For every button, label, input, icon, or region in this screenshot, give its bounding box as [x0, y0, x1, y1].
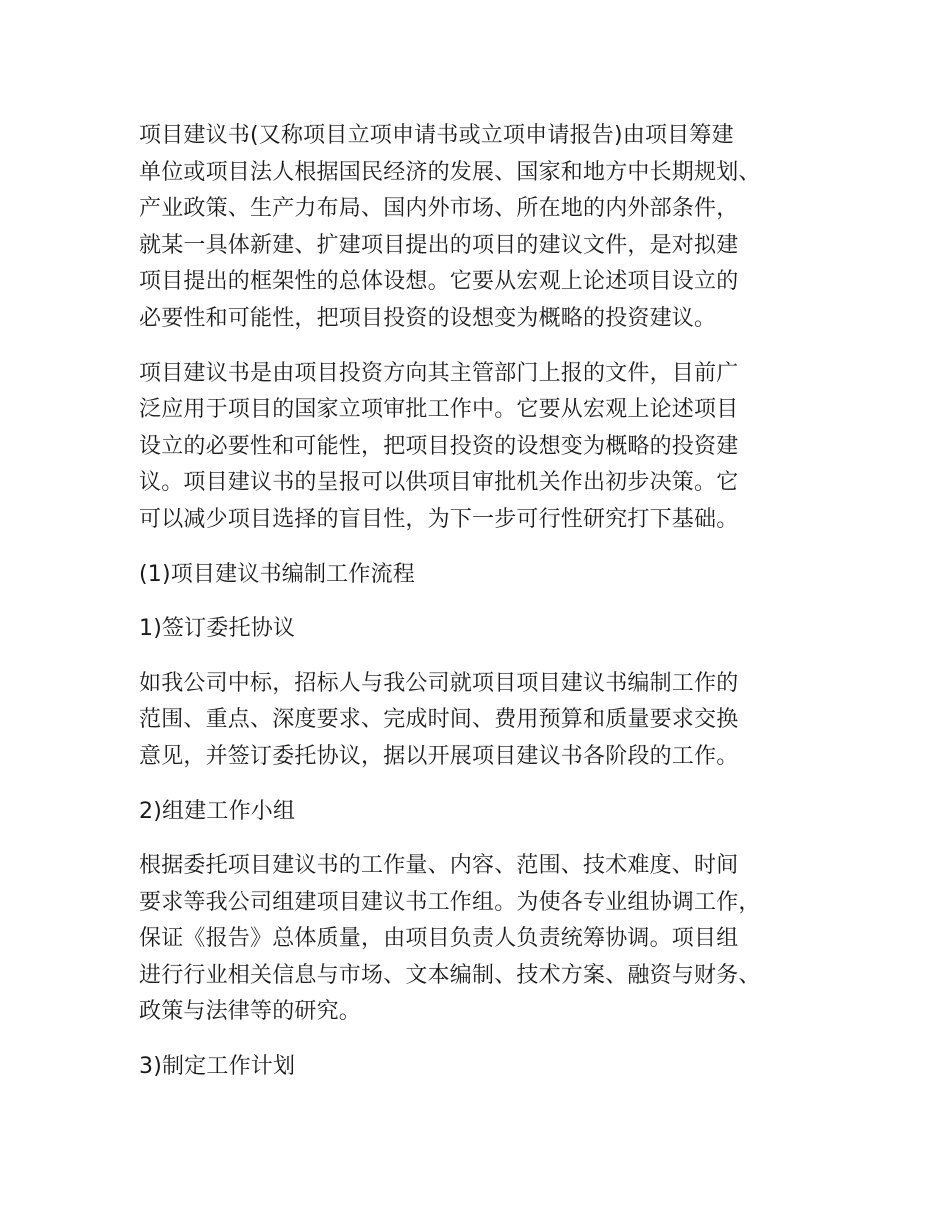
paragraph-intro-definition: 项目建议书(又称项目立项申请书或立项申请报告)由项目筹建 单位或项目法人根据国民经济的发展、国家和地方中长期规划、 产业政策、生产力布局、国内外市场、所在地的内外部条件， 就某一具体新建、扩建项目提出的项目的建议文件，是对拟建 项目提出的框架性的总体设想。它要从宏观上论述项目设立的 必要性和可能性，把项目投资的设想变为概略的投资建议。 [139, 123, 761, 331]
step-heading-form-team: 2)组建工作小组 [139, 798, 296, 824]
document-body [139, 118, 814, 1104]
section-heading-workflow: (1)项目建议书编制工作流程 [139, 561, 415, 587]
paragraph-sign-agreement: 如我公司中标，招标人与我公司就项目项目建议书编制工作的 范围、重点、深度要求、完成时间、费用预算和质量要求交换 意见，并签订委托协议，据以开展项目建议书各阶段的工作。 [139, 670, 739, 769]
step-heading-work-plan: 3)制定工作计划 [139, 1054, 296, 1080]
paragraph-intro-purpose: 项目建议书是由项目投资方向其主管部门上报的文件，目前广 泛应用于项目的国家立项审批工作中。它要从宏观上论述项目 设立的必要性和可能性，把项目投资的设想变为概略的投资建 议。项目建议书的呈报可以供项目审批机关作出初步决策。它 可以减少项目选择的盲目性，为下一步可行性研究打下基础。 [139, 360, 739, 532]
step-heading-sign-agreement: 1)签订委托协议 [139, 616, 296, 642]
paragraph-form-team: 根据委托项目建议书的工作量、内容、范围、技术难度、时间 要求等我公司组建项目建议书工作组。为使各专业组协调工作， 保证《报告》总体质量，由项目负责人负责统筹协调。项目组 进行行业相关信息与市场、文本编制、技术方案、融资与财务、 政策与法律等的研究。 [139, 853, 761, 1025]
